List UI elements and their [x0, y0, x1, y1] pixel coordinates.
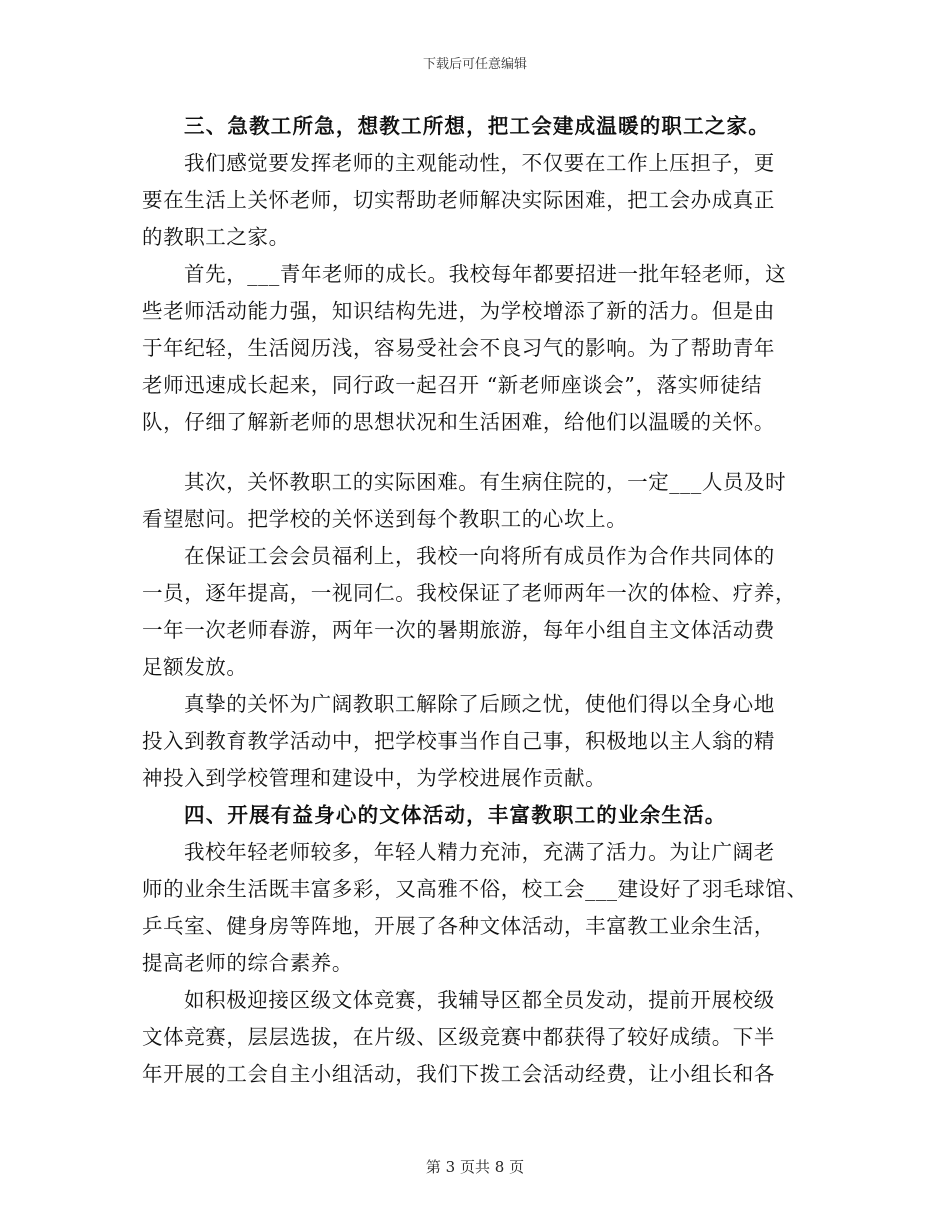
paragraph-line: 我们感觉要发挥老师的主观能动性，不仅要在工作上压担子，更 [184, 151, 775, 175]
paragraph-line: 提高老师的综合素养。 [142, 951, 353, 975]
paragraph-line: 一员，逐年提高，一视同仁。我校保证了老师两年一次的体检、疗养， [142, 581, 797, 605]
paragraph-line: 看望慰问。把学校的关怀送到每个教职工的心坎上。 [142, 507, 628, 531]
paragraph-line: 真挚的关怀为广阔教职工解除了后顾之忧，使他们得以全身心地 [184, 692, 775, 716]
paragraph-line: 我校年轻老师较多，年轻人精力充沛，充满了活力。为让广阔老 [184, 840, 775, 864]
paragraph-line: 足额发放。 [142, 655, 248, 679]
paragraph-line: 一年一次老师春游，两年一次的暑期旅游，每年小组自主文体活动费 [142, 618, 775, 642]
paragraph-spacer [142, 441, 822, 464]
page-header: 下载后可任意编辑 [422, 57, 527, 72]
paragraph [142, 982, 822, 1093]
paragraph-line: 年开展的工会自主小组活动，我们下拨工会活动经费，让小组长和各 [142, 1062, 775, 1086]
paragraph-line: 于年纪轻，生活阅历浅，容易受社会不良习气的影响。为了帮助青年 [142, 336, 775, 360]
paragraph-line: 其次，关怀教职工的实际困难。有生病住院的，一定___人员及时 [184, 470, 787, 494]
paragraph-line: 投入到教育教学活动中，把学校事当作自己事，积极地以主人翁的精 [142, 729, 775, 753]
paragraph-line: 首先，___青年老师的成长。我校每年都要招进一批年轻老师，这 [184, 262, 787, 286]
section-heading [142, 108, 822, 145]
paragraph-line: 乒乓室、健身房等阵地，开展了各种文体活动，丰富教工业余生活， [142, 914, 775, 938]
paragraph-line: 老师迅速成长起来，同行政一起召开 “新老师座谈会”，落实师徒结 [142, 373, 763, 397]
paragraph [142, 256, 822, 441]
section-heading [142, 797, 822, 834]
paragraph-line: 些老师活动能力强，知识结构先进，为学校增添了新的活力。但是由 [142, 299, 775, 323]
paragraph-line: 队，仔细了解新老师的思想状况和生活困难，给他们以温暖的关怀。 [142, 410, 775, 434]
paragraph-line: 如积极迎接区级文体竞赛，我辅导区都全员发动，提前开展校级 [184, 988, 775, 1012]
paragraph-line: 神投入到学校管理和建设中，为学校进展作贡献。 [142, 766, 607, 790]
paragraph [142, 464, 822, 538]
paragraph-line: 在保证工会会员福利上，我校一向将所有成员作为合作共同体的 [184, 544, 775, 568]
paragraph-line: 要在生活上关怀老师，切实帮助老师解决实际困难，把工会办成真正 [142, 188, 775, 212]
paragraph [142, 686, 822, 797]
paragraph-line: 的教职工之家。 [142, 225, 290, 249]
paragraph-line: 师的业余生活既丰富多彩，又高雅不俗，校工会___建设好了羽毛球馆、 [142, 877, 808, 901]
paragraph [142, 834, 822, 982]
paragraph [142, 145, 822, 256]
paragraph-line: 文体竞赛，层层选拔，在片级、区级竞赛中都获得了较好成绩。下半 [142, 1025, 775, 1049]
heading-text: 四、开展有益身心的文体活动，丰富教职工的业余生活。 [184, 803, 727, 827]
page-footer: 第 3 页共 8 页 [425, 1158, 525, 1176]
document-body [142, 108, 822, 1093]
heading-text: 三、急教工所急，想教工所想，把工会建成温暖的职工之家。 [184, 114, 770, 138]
paragraph [142, 538, 822, 686]
